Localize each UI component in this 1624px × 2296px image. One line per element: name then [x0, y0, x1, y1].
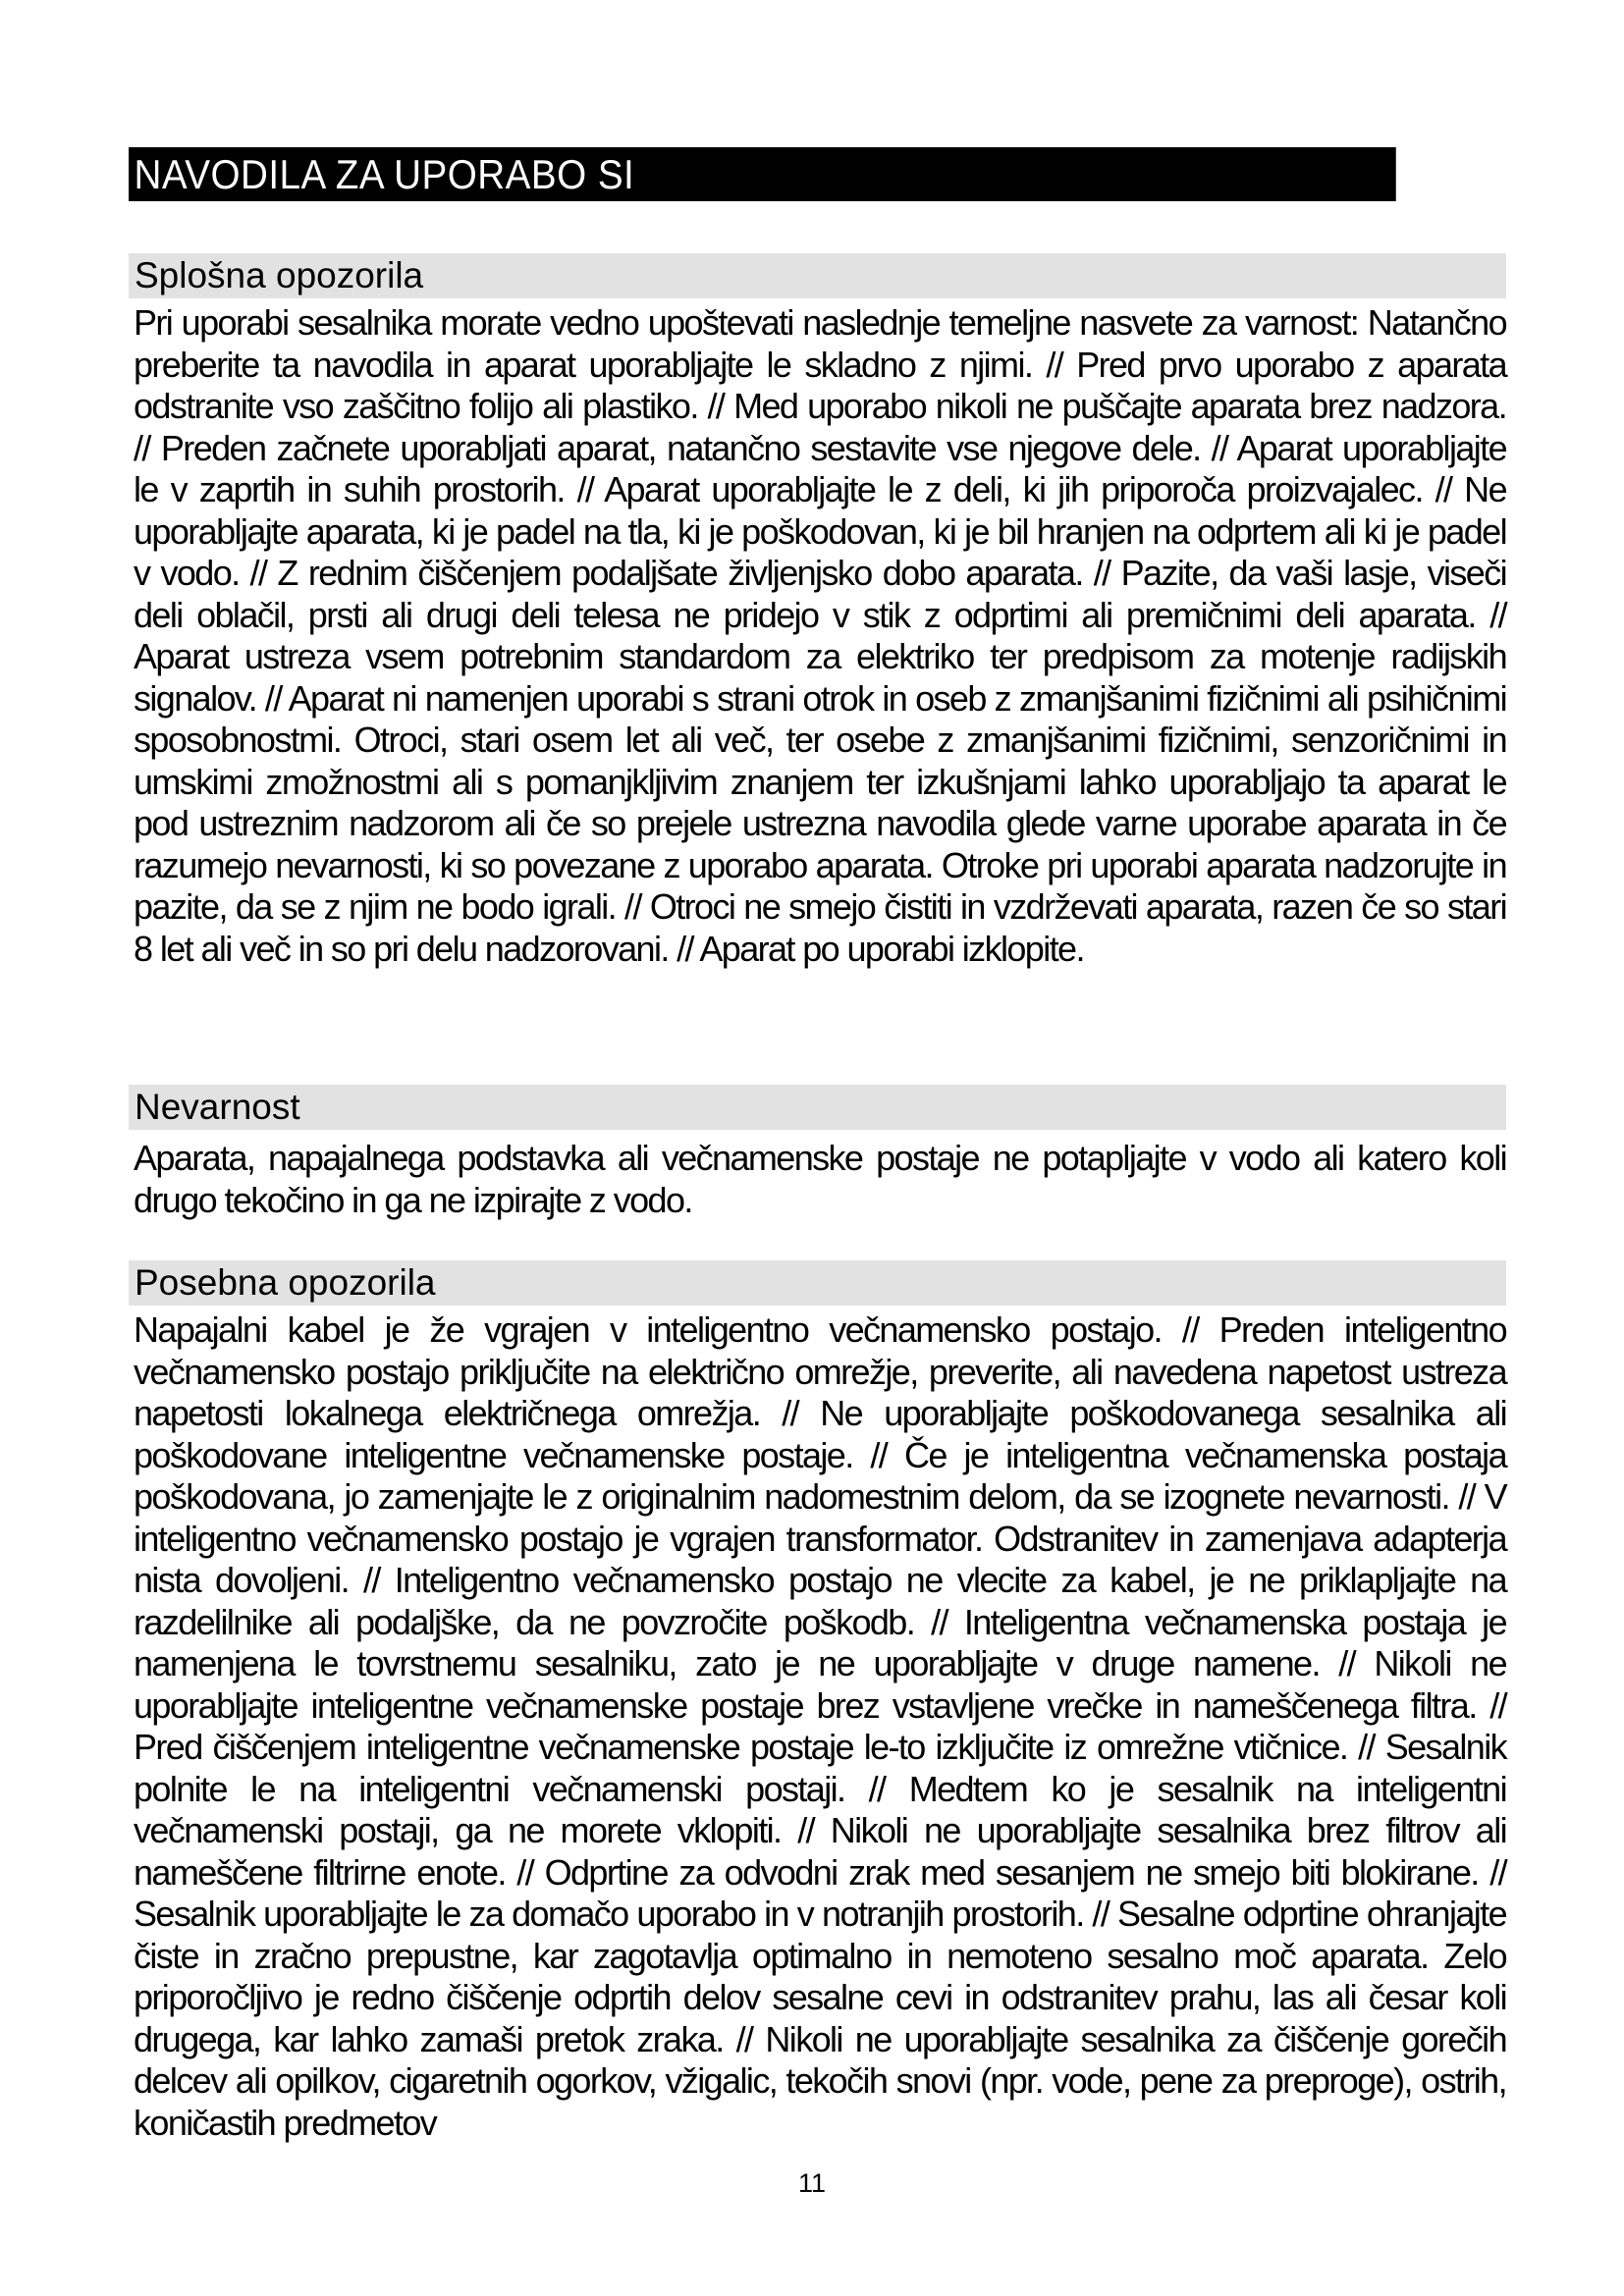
page-title: NAVODILA ZA UPORABO SI — [129, 147, 1396, 201]
page-number: 11 — [797, 2168, 827, 2198]
section-heading-special-warnings: Posebna opozorila — [129, 1260, 1506, 1306]
section-heading-general-warnings: Splošna opozorila — [129, 253, 1506, 298]
section-body-danger: Aparata, napajalnega podstavka ali večnamenske postaje ne potapljajte v vodo ali katero koli drugo tekočino in ga ne izpirajte z vodo. — [134, 1138, 1506, 1220]
section-body-general-warnings: Pri uporabi sesalnika morate vedno upoštevati naslednje temeljne nasvete za varnost: Natančno preberite ta navodila in aparat uporabljajte le skladno z njimi. // Pred prvo uporabo z aparata odstranite vso zaščitno folijo ali plastiko. // Med uporabo nikoli ne puščajte aparata brez nadzora. // Preden začnete uporabljati aparat, natančno sestavite vse njegove dele. // Aparat uporabljajte le v zaprtih in suhih prostorih. // Aparat uporabljajte le z deli, ki jih priporoča proizvajalec. // Ne uporabljajte aparata, ki je padel na tla, ki je poškodovan, ki je bil hranjen na odprtem ali ki je padel v vodo. // Z rednim čiščenjem podaljšate življenjsko dobo aparata. // Pazite, da vaši lasje, viseči deli oblačil, prsti ali drugi deli telesa ne pridejo v stik z odprtimi ali premičnimi deli aparata. // Aparat ustreza vsem potrebnim standardom za elektriko ter predpisom za motenje radijskih signalov. // Aparat ni namenjen uporabi s strani otrok in oseb z zmanjšanimi fizičnimi ali psihičnimi sposobnostmi. Otroci, stari osem let ali več, ter osebe z zmanjšanimi fizičnimi, senzoričnimi in umskimi zmožnostmi ali s pomanjkljivim znanjem ter izkušnjami lahko uporabljajo ta aparat le pod ustreznim nadzorom ali če so prejele ustrezna navodila glede varne uporabe aparata in če razumejo nevarnosti, ki so povezane z uporabo aparata. Otroke pri uporabi aparata nadzorujte in pazite, da se z njim ne bodo igrali. // Otroci ne smejo čistiti in vzdrževati aparata, razen če so stari 8 let ali več in so pri delu nadzorovani. // Aparat po uporabi izklopite. — [134, 302, 1506, 969]
section-body-special-warnings: Napajalni kabel je že vgrajen v inteligentno večnamensko postajo. // Preden inteligentno večnamensko postajo priključite na električno omrežje, preverite, ali navedena napetost ustreza napetosti lokalnega električnega omrežja. // Ne uporabljajte poškodovanega sesalnika ali poškodovane inteligentne večnamenske postaje. // Če je inteligentna večnamenska postaja poškodovana, jo zamenjajte le z originalnim nadomestnim delom, da se izognete nevarnosti. // V inteligentno večnamensko postajo je vgrajen transformator. Odstranitev in zamenjava adapterja nista dovoljeni. // Inteligentno večnamensko postajo ne vlecite za kabel, je ne priklapljajte na razdelilnike ali podaljške, da ne povzročite poškodb. // Inteligentna večnamenska postaja je namenjena le tovrstnemu sesalniku, zato je ne uporabljajte v druge namene. // Nikoli ne uporabljajte inteligentne večnamenske postaje brez vstavljene vrečke in nameščenega filtra. // Pred čiščenjem inteligentne večnamenske postaje le-to izključite iz omrežne vtičnice. // Sesalnik polnite le na inteligentni večnamenski postaji. // Medtem ko je sesalnik na inteligentni večnamenski postaji, ga ne morete vklopiti. // Nikoli ne uporabljajte sesalnika brez filtrov ali nameščene filtrirne enote. // Odprtine za odvodni zrak med sesanjem ne smejo biti blokirane. // Sesalnik uporabljajte le za domačo uporabo in v notranjih prostorih. // Sesalne odprtine ohranjajte čiste in zračno prepustne, kar zagotavlja optimalno in nemoteno sesalno moč aparata. Zelo priporočljivo je redno čiščenje odprtih delov sesalne cevi in odstranitev prahu, las ali česar koli drugega, kar lahko zamaši pretok zraka. // Nikoli ne uporabljajte sesalnika za čiščenje gorečih delcev ali opilkov, cigaretnih ogorkov, vžigalic, tekočih snovi (npr. vode, pene za preproge), ostrih, koničastih predmetov — [134, 1309, 1506, 2143]
section-heading-danger: Nevarnost — [129, 1085, 1506, 1130]
